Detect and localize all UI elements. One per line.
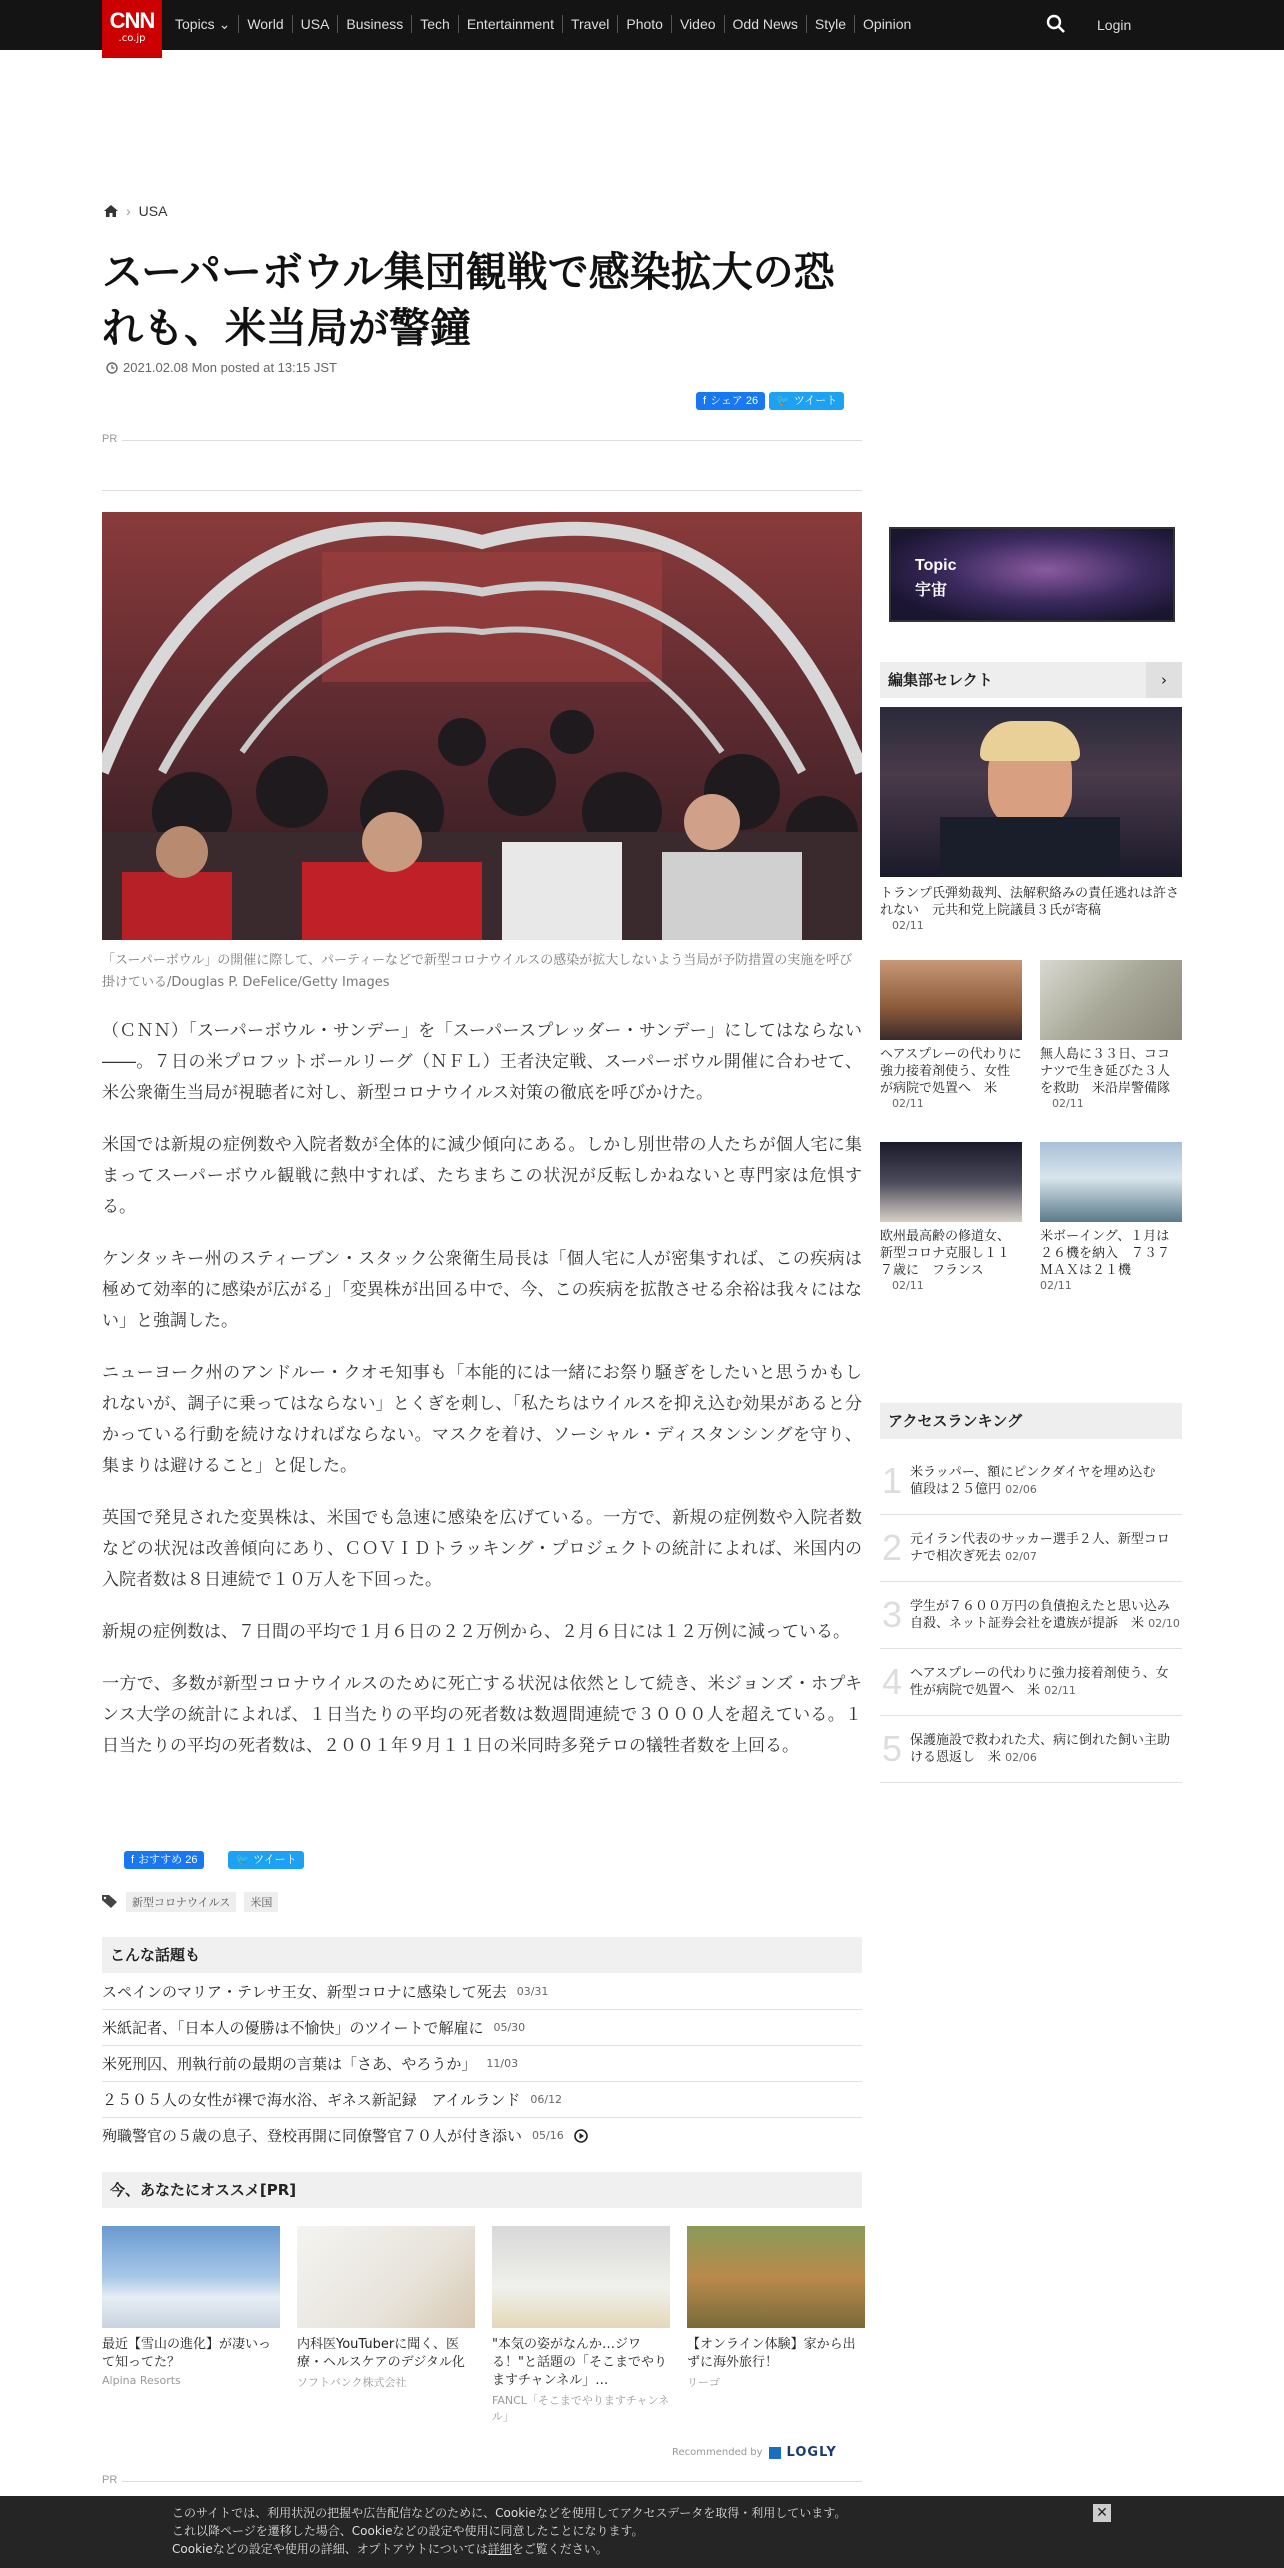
- twitter-share-label: ツイート: [793, 395, 838, 407]
- ranking-number: 5: [881, 1728, 903, 1769]
- ranking-list: [880, 1448, 1182, 1783]
- editor-item-date: 02/11: [1052, 1097, 1084, 1110]
- facebook-recommend-label: おすすめ 26: [138, 1854, 198, 1866]
- ranking-title: 学生が７６００万円の負債抱えたと思い込み自殺、ネット証券会社を遺族が提訴 米: [910, 1599, 1171, 1631]
- video-play-icon: [574, 2129, 588, 2143]
- topic-label: Topic: [915, 557, 957, 574]
- editor-select-item[interactable]: [1040, 1142, 1182, 1292]
- hairspray-woman-image: [880, 960, 1022, 1040]
- cookie-line-end: をご覧ください。: [511, 2542, 608, 2556]
- clock-icon: [106, 362, 118, 374]
- paragraph: 米国では新規の症例数や入院者数が全体的に減少傾向にある。しかし別世帯の人たちが個人宅に集まってスーパーボウル観戦に熱中すれば、たちまちこの状況が反転しかねないと専門家は危惧する。: [102, 1135, 862, 1217]
- ranking-number: 2: [881, 1527, 903, 1568]
- paragraph: 新規の症例数は、７日間の平均で１月６日の２２万例から、２月６日には１２万例に減っている。: [102, 1622, 850, 1642]
- related-item[interactable]: [102, 1974, 862, 2010]
- related-item[interactable]: [102, 2046, 862, 2082]
- related-title: 殉職警官の５歳の息子、登校再開に同僚警官７０人が付き添い: [102, 2127, 523, 2145]
- editor-main-title: トランプ氏弾劾裁判、法解釈絡みの責任逃れは許されない 元共和党上院議員３氏が寄稿: [880, 886, 1180, 918]
- ranking-date: 02/07: [1005, 1550, 1037, 1563]
- tag-covid[interactable]: 新型コロナウイルス: [126, 1892, 236, 1912]
- recommend-title: 最近【雪山の進化】が凄いって知ってた？: [102, 2337, 272, 2370]
- twitter-icon: 🐦: [235, 1854, 250, 1866]
- breadcrumb: [104, 203, 167, 219]
- twitter-share-button[interactable]: [769, 392, 844, 410]
- editor-select-item[interactable]: [880, 1142, 1022, 1292]
- related-heading: こんな話題も: [102, 1937, 862, 1973]
- ranking-title: 元イラン代表のサッカー選手２人、新型コロナで相次ぎ死去: [910, 1532, 1170, 1564]
- ranking-item[interactable]: [880, 1448, 1182, 1515]
- pr-label: PR: [102, 2474, 123, 2486]
- cookie-banner: [0, 2496, 1284, 2568]
- ranking-number: 4: [881, 1661, 903, 1702]
- recommended-by[interactable]: [672, 2445, 837, 2460]
- ranking-title: 米ラッパー、額にピンクダイヤを埋め込む 値段は２５億円: [910, 1465, 1169, 1497]
- image-caption: 「スーパーボウル」の開催に際して、パーティーなどで新型コロナウイルスの感染が拡大しないよう当局が予防措置の実施を呼び掛けている/Douglas P. DeFelice/Getty Images: [102, 953, 853, 990]
- island-rescue-image: [1040, 960, 1182, 1040]
- breadcrumb-usa[interactable]: USA: [138, 203, 168, 219]
- pr-divider-bottom: [102, 2474, 862, 2488]
- nav-business[interactable]: Business: [337, 15, 411, 33]
- trump-photo: [880, 707, 1182, 877]
- ranking-heading: アクセスランキング: [880, 1403, 1182, 1439]
- related-list: [102, 1974, 862, 2154]
- crowd-photo: [102, 512, 862, 940]
- paragraph: （ＣＮＮ）「スーパーボウル・サンデー」を「スーパースプレッダー・サンデー」にしてはならない――。７日の米プロフットボールリーグ（ＮＦＬ）王者決定戦、スーパーボウル開催に合わせて、米公衆衛生当局が視聴者に対し、新型コロナウイルス対策の徹底を呼びかけた。: [102, 1021, 862, 1103]
- nun-image: [880, 1142, 1022, 1222]
- cookie-details-link[interactable]: 詳細: [487, 2542, 512, 2556]
- editor-item-date: 02/11: [892, 1097, 924, 1110]
- recommend-title: "本気の姿がなんか…ジワる！"と話題の「そこまでやりますチャンネル」…: [492, 2337, 667, 2388]
- ranking-item[interactable]: [880, 1649, 1182, 1716]
- login-link[interactable]: Login: [1097, 17, 1132, 33]
- recommend-source: Alpina Resorts: [102, 2374, 181, 2387]
- share-buttons-bottom: [124, 1851, 304, 1869]
- ranking-item[interactable]: [880, 1515, 1182, 1582]
- facebook-icon: f: [703, 395, 707, 407]
- article-date: [106, 360, 337, 375]
- related-title: 米紙記者、「日本人の優勝は不愉快」のツイートで解雇に: [102, 2018, 484, 2037]
- ranking-number: 3: [881, 1594, 903, 1635]
- logo-text: CNN: [109, 8, 155, 33]
- related-date: 06/12: [530, 2092, 563, 2106]
- nav-style[interactable]: Style: [806, 15, 854, 33]
- article-title: スーパーボウル集団観戦で感染拡大の恐れも、米当局が警鐘: [102, 248, 835, 352]
- recommend-title: 内科医YouTuberに聞く、医療・ヘルスケアのデジタル化: [297, 2337, 465, 2370]
- related-title: 米死刑囚、刑執行前の最期の言葉は「さあ、やろうか」: [102, 2054, 477, 2073]
- tag-list: [102, 1892, 278, 1912]
- editor-item-title: 米ボーイング、１月は２６機を納入 ７３７ＭＡＸは２１機: [1040, 1229, 1171, 1278]
- article-hero-image: [102, 512, 862, 940]
- chevron-right-icon[interactable]: ›: [1146, 662, 1182, 698]
- date-text: 2021.02.08 Mon posted at 13:15 JST: [123, 360, 337, 375]
- recommend-title: 【オンライン体験】家から出ずに海外旅行！: [687, 2337, 856, 2370]
- recommend-item[interactable]: [102, 2226, 280, 2424]
- recommend-source: リーゴ: [687, 2376, 720, 2389]
- facebook-recommend-button[interactable]: [124, 1851, 204, 1869]
- related-item[interactable]: [102, 2082, 862, 2118]
- nav-entertainment[interactable]: Entertainment: [458, 15, 562, 33]
- facebook-share-button[interactable]: [696, 392, 765, 410]
- ski-gondola-image: [102, 2226, 280, 2328]
- share-buttons-top: [696, 392, 844, 410]
- cookie-text: [172, 2504, 846, 2558]
- nav-photo[interactable]: Photo: [617, 15, 671, 33]
- nav-usa[interactable]: USA: [292, 15, 338, 33]
- ranking-title: 保護施設で救われた犬、病に倒れた飼い主助ける恩返し 米: [910, 1733, 1171, 1765]
- close-icon[interactable]: ✕: [1093, 2504, 1111, 2522]
- doctor-image: [297, 2226, 475, 2328]
- home-icon[interactable]: [104, 205, 118, 217]
- boeing-plane-image: [1040, 1142, 1182, 1222]
- ranking-date: 02/10: [1148, 1617, 1180, 1630]
- nav-opinion[interactable]: Opinion: [854, 15, 919, 33]
- tag-icon: [102, 1895, 118, 1909]
- editor-item-title: ヘアスプレーの代わりに強力接着剤使う、女性が病院で処置へ 米: [880, 1047, 1022, 1096]
- ranking-number: 1: [881, 1460, 903, 1501]
- breadcrumb-separator: ›: [126, 203, 131, 219]
- logly-logo: LOGLY: [786, 2445, 837, 2460]
- facebook-share-label: シェア 26: [710, 395, 759, 407]
- recommend-source: ソフトバンク株式会社: [297, 2376, 407, 2389]
- paragraph: 一方で、多数が新型コロナウイルスのために死亡する状況は依然として続き、米ジョンズ・ホプキンス大学の統計によれば、１日当たりの平均の死者数は数週間連続で３０００人を超えている。１日当たりの平均の死者数は、２００１年９月１１日の米同時多発テロの犠牲者数を上回る。: [102, 1674, 862, 1756]
- nav-odd-news[interactable]: Odd News: [724, 15, 806, 33]
- editor-main-date: 02/11: [892, 919, 924, 932]
- top-navigation-bar: [0, 0, 1284, 50]
- cnn-logo[interactable]: [102, 0, 162, 58]
- recommend-item[interactable]: [492, 2226, 670, 2424]
- ranking-title: ヘアスプレーの代わりに強力接着剤使う、女性が病院で処置へ 米: [910, 1666, 1169, 1698]
- facebook-icon: f: [131, 1854, 135, 1866]
- recommend-source: FANCL「そこまでやりますチャンネル」: [492, 2394, 670, 2423]
- related-date: 05/30: [493, 2020, 526, 2034]
- editor-select-heading: [880, 662, 1182, 698]
- logo-subtext: .co.jp: [118, 33, 146, 44]
- twitter-icon: 🐦: [776, 395, 790, 407]
- editor-item-date: 02/11: [1040, 1279, 1072, 1292]
- nav-topics[interactable]: Topics ⌄: [175, 16, 231, 32]
- nav-travel[interactable]: Travel: [562, 15, 617, 33]
- pr-label: PR: [102, 433, 123, 445]
- recommend-item[interactable]: [297, 2226, 475, 2424]
- editor-select-title: 編集部セレクト: [888, 671, 993, 689]
- editor-select-main[interactable]: [880, 707, 1182, 932]
- related-date: 11/03: [486, 2056, 519, 2070]
- cookie-line: Cookieなどの設定や使用の詳細、オプトアウトについては: [172, 2542, 488, 2556]
- divider: [102, 490, 862, 491]
- recommended-by-label: Recommended by: [672, 2447, 763, 2458]
- paragraph: 英国で発見された変異株は、米国でも急速に感染を広げている。一方で、新規の症例数や入院者数などの状況は改善傾向にあり、ＣＯＶＩＤトラッキング・プロジェクトの統計によれば、米国内の入院者数は８日連続で１０万人を下回った。: [102, 1508, 862, 1590]
- twitter-share-label: ツイート: [253, 1854, 297, 1866]
- related-title: ２５０５人の女性が裸で海水浴、ギネス新記録 アイルランド: [102, 2090, 521, 2109]
- related-date: 03/31: [516, 1984, 549, 1998]
- main-nav: [175, 15, 919, 33]
- paragraph: ニューヨーク州のアンドルー・クオモ知事も「本能的には一緒にお祭り騒ぎをしたいと思うかもしれないが、調子に乗ってはならない」とくぎを刺し、「私たちはウイルスを抑え込む効果があると分かっている行動を続けなければならない。マスクを着け、ソーシャル・ディスタンシングを守り、集まりは避けること」と促した。: [102, 1363, 862, 1476]
- recommend-heading: 今、あなたにオススメ[PR]: [102, 2172, 862, 2208]
- related-title: スペインのマリア・テレサ王女、新型コロナに感染して死去: [102, 1982, 507, 2001]
- editor-select-item[interactable]: [880, 960, 1022, 1110]
- pr-divider: [102, 433, 862, 447]
- related-date: 05/16: [532, 2129, 564, 2142]
- cookie-line: このサイトでは、利用状況の把握や広告配信などのために、Cookieなどを使用してアクセスデータを取得・利用しています。: [172, 2506, 847, 2520]
- recommend-item[interactable]: [687, 2226, 865, 2424]
- ranking-item[interactable]: [880, 1716, 1182, 1783]
- logly-icon: [769, 2447, 781, 2459]
- editor-item-title: 欧州最高齢の修道女、新型コロナ克服し１１７歳に フランス: [880, 1229, 1011, 1278]
- twitter-share-button-bottom[interactable]: [228, 1851, 303, 1869]
- editor-select-item[interactable]: [1040, 960, 1182, 1110]
- cookie-line: これ以降ページを遷移した場合、Cookieなどの設定や使用に同意したことになります。: [172, 2524, 644, 2538]
- article-body: [102, 1016, 862, 1783]
- ranking-date: 02/06: [1005, 1751, 1037, 1764]
- related-item[interactable]: [102, 2118, 862, 2154]
- travel-image: [687, 2226, 865, 2328]
- topic-banner-space[interactable]: [889, 527, 1175, 622]
- related-item[interactable]: [102, 2010, 862, 2046]
- editor-item-title: 無人島に３３日、ココナツで生き延びた３人を救助 米沿岸警備隊: [1040, 1047, 1171, 1096]
- researcher-image: [492, 2226, 670, 2328]
- tag-usa[interactable]: 米国: [244, 1892, 278, 1912]
- nav-world[interactable]: World: [238, 15, 291, 33]
- paragraph: ケンタッキー州のスティーブン・スタック公衆衛生局長は「個人宅に人が密集すれば、この疾病は極めて効率的に感染が広がる」「変異株が出回る中で、今、この疾病を拡散させる余裕は我々にはない」と強調した。: [102, 1249, 862, 1331]
- ranking-item[interactable]: [880, 1582, 1182, 1649]
- editor-item-date: 02/11: [892, 1279, 924, 1292]
- nav-tech[interactable]: Tech: [411, 15, 458, 33]
- search-icon[interactable]: [1046, 14, 1066, 34]
- ranking-date: 02/11: [1044, 1684, 1076, 1697]
- nav-video[interactable]: Video: [671, 15, 724, 33]
- topic-name: 宇宙: [915, 580, 948, 599]
- ranking-date: 02/06: [1005, 1483, 1037, 1496]
- recommend-list: [102, 2226, 862, 2424]
